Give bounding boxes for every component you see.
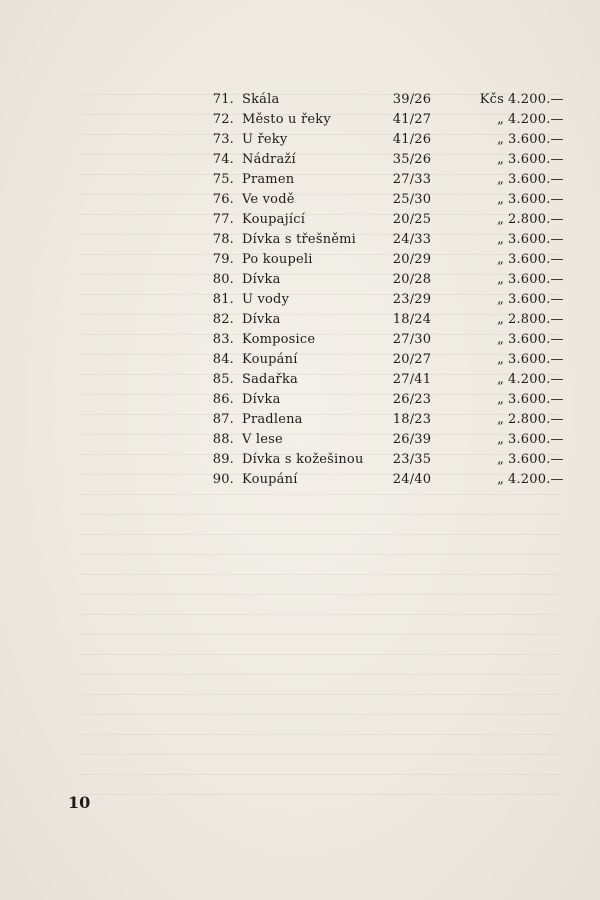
entry-number: 74. xyxy=(212,152,234,167)
entry-number: 73. xyxy=(212,132,234,147)
entry-dimensions: 27/41 xyxy=(392,372,432,387)
entry-title: Dívka s třešněmi xyxy=(242,232,357,247)
entry-currency: „ xyxy=(497,232,504,247)
entry-number: 90. xyxy=(212,472,234,487)
entry-currency: „ xyxy=(497,272,504,287)
entry-title: Komposice xyxy=(242,332,316,347)
entry-price: 3.600.— xyxy=(508,252,564,267)
entry-dimensions: 25/30 xyxy=(392,192,432,207)
entry-number: 72. xyxy=(212,112,234,127)
catalog-entry xyxy=(0,410,600,430)
entry-title: U řeky xyxy=(242,132,288,147)
entry-title: Pradlena xyxy=(242,412,303,427)
entry-number: 77. xyxy=(212,212,234,227)
entry-dimensions: 18/24 xyxy=(392,312,432,327)
catalog-entry xyxy=(0,190,600,210)
entry-dimensions: 24/40 xyxy=(392,472,432,487)
entry-title: Koupání xyxy=(242,472,298,487)
entry-currency: „ xyxy=(497,332,504,347)
entry-number: 79. xyxy=(212,252,234,267)
entry-currency: „ xyxy=(497,392,504,407)
entry-dimensions: 23/35 xyxy=(392,452,432,467)
entry-dimensions: 41/26 xyxy=(392,132,432,147)
entry-price: 3.600.— xyxy=(508,432,564,447)
catalog-entry xyxy=(0,470,600,490)
catalog-entry xyxy=(0,130,600,150)
entry-title: U vody xyxy=(242,292,290,307)
entry-title: Koupání xyxy=(242,352,298,367)
entry-currency: „ xyxy=(497,472,504,487)
catalog-entry xyxy=(0,370,600,390)
catalog-entry xyxy=(0,390,600,410)
entry-number: 87. xyxy=(212,412,234,427)
entry-number: 81. xyxy=(212,292,234,307)
entry-dimensions: 18/23 xyxy=(392,412,432,427)
entry-price: 3.600.— xyxy=(508,352,564,367)
entry-currency: „ xyxy=(497,192,504,207)
entry-number: 88. xyxy=(212,432,234,447)
entry-title: Dívka s kožešinou xyxy=(242,452,364,467)
entry-price: 2.800.— xyxy=(508,412,564,427)
entry-number: 86. xyxy=(212,392,234,407)
catalog-entry xyxy=(0,250,600,270)
entry-number: 85. xyxy=(212,372,234,387)
entry-currency: „ xyxy=(497,112,504,127)
catalog-entry xyxy=(0,170,600,190)
entry-dimensions: 26/23 xyxy=(392,392,432,407)
entry-currency: „ xyxy=(497,452,504,467)
entry-dimensions: 41/27 xyxy=(392,112,432,127)
catalog-entry xyxy=(0,110,600,130)
entry-currency: Kčs xyxy=(479,92,504,107)
entry-title: Po koupeli xyxy=(242,252,313,267)
entry-dimensions: 26/39 xyxy=(392,432,432,447)
entry-dimensions: 39/26 xyxy=(392,92,432,107)
entry-price: 3.600.— xyxy=(508,132,564,147)
entry-price: 2.800.— xyxy=(508,312,564,327)
entry-price: 3.600.— xyxy=(508,292,564,307)
entry-price: 3.600.— xyxy=(508,272,564,287)
entry-price: 4.200.— xyxy=(508,372,564,387)
entry-dimensions: 23/29 xyxy=(392,292,432,307)
entry-currency: „ xyxy=(497,212,504,227)
entry-currency: „ xyxy=(497,432,504,447)
catalog-entry xyxy=(0,230,600,250)
entry-price: 3.600.— xyxy=(508,192,564,207)
entry-currency: „ xyxy=(497,292,504,307)
catalog-entry xyxy=(0,150,600,170)
entry-number: 80. xyxy=(212,272,234,287)
entry-price: 3.600.— xyxy=(508,152,564,167)
entry-number: 75. xyxy=(212,172,234,187)
entry-dimensions: 20/29 xyxy=(392,252,432,267)
entry-title: Nádraží xyxy=(242,152,296,167)
page-number: 10 xyxy=(68,793,91,812)
catalog-entry xyxy=(0,330,600,350)
entry-price: 3.600.— xyxy=(508,172,564,187)
entry-dimensions: 20/28 xyxy=(392,272,432,287)
entry-number: 78. xyxy=(212,232,234,247)
entry-dimensions: 35/26 xyxy=(392,152,432,167)
entry-dimensions: 27/30 xyxy=(392,332,432,347)
entry-currency: „ xyxy=(497,252,504,267)
catalog-entry xyxy=(0,450,600,470)
catalog-entry xyxy=(0,350,600,370)
catalog-entry xyxy=(0,310,600,330)
entry-number: 89. xyxy=(212,452,234,467)
entry-dimensions: 24/33 xyxy=(392,232,432,247)
entry-title: V lese xyxy=(242,432,283,447)
entry-price: 4.200.— xyxy=(508,472,564,487)
entry-currency: „ xyxy=(497,152,504,167)
entry-price: 3.600.— xyxy=(508,392,564,407)
catalog-entry xyxy=(0,270,600,290)
entry-number: 71. xyxy=(212,92,234,107)
entry-title: Dívka xyxy=(242,312,281,327)
catalog-entry xyxy=(0,210,600,230)
entry-currency: „ xyxy=(497,352,504,367)
entry-number: 76. xyxy=(212,192,234,207)
catalog-entry xyxy=(0,430,600,450)
entry-title: Pramen xyxy=(242,172,295,187)
entry-number: 84. xyxy=(212,352,234,367)
entry-number: 82. xyxy=(212,312,234,327)
entry-title: Dívka xyxy=(242,272,281,287)
entry-currency: „ xyxy=(497,312,504,327)
entry-dimensions: 27/33 xyxy=(392,172,432,187)
entry-dimensions: 20/27 xyxy=(392,352,432,367)
entry-price: 3.600.— xyxy=(508,452,564,467)
entry-price: 3.600.— xyxy=(508,232,564,247)
catalog-entry xyxy=(0,90,600,110)
entry-price: 4.200.— xyxy=(508,92,564,107)
entry-dimensions: 20/25 xyxy=(392,212,432,227)
entry-title: Skála xyxy=(242,92,280,107)
entry-currency: „ xyxy=(497,172,504,187)
entry-title: Dívka xyxy=(242,392,281,407)
entry-price: 3.600.— xyxy=(508,332,564,347)
entry-number: 83. xyxy=(212,332,234,347)
entry-title: Město u řeky xyxy=(242,112,331,127)
entry-title: Ve vodě xyxy=(242,192,295,207)
catalog-entry xyxy=(0,290,600,310)
entry-price: 4.200.— xyxy=(508,112,564,127)
entry-currency: „ xyxy=(497,132,504,147)
entry-currency: „ xyxy=(497,372,504,387)
entry-title: Sadařka xyxy=(242,372,298,387)
entry-title: Koupající xyxy=(242,212,306,227)
entry-price: 2.800.— xyxy=(508,212,564,227)
entry-currency: „ xyxy=(497,412,504,427)
